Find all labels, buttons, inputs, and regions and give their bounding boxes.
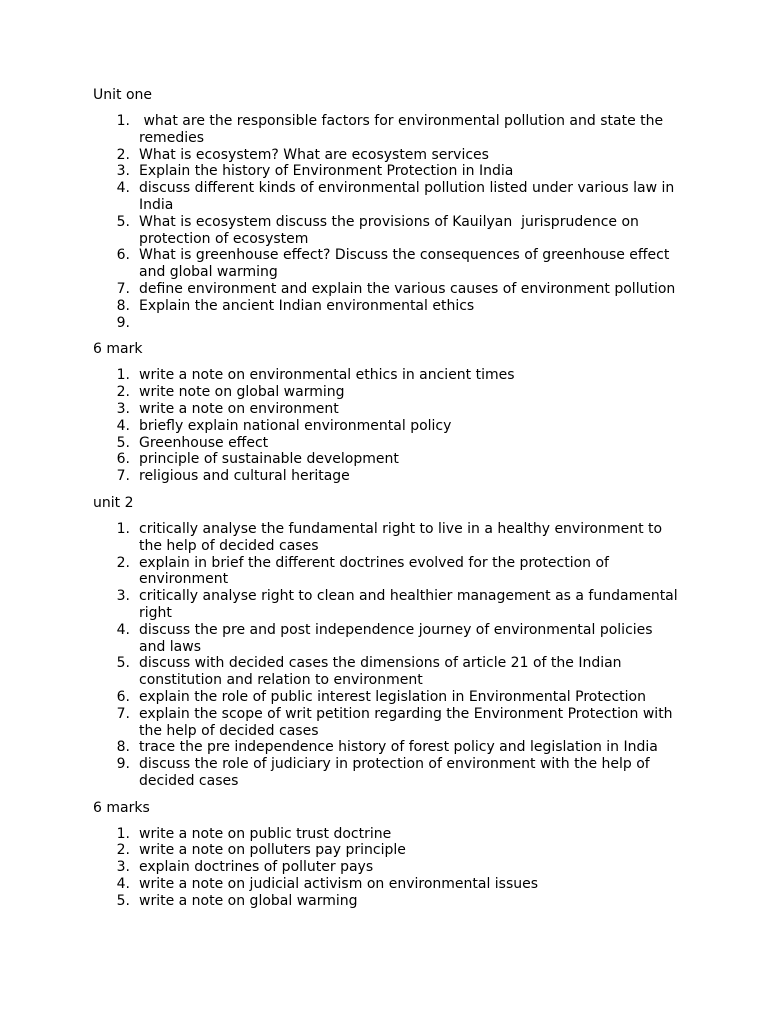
list-item <box>93 706 683 740</box>
item-text: what are the responsible factors for environmental pollution and state the remedies <box>139 113 668 146</box>
list-item <box>93 689 683 706</box>
item-text: Explain the history of Environment Protection in India <box>139 163 514 180</box>
list-item <box>93 826 683 843</box>
item-number: 6. <box>116 451 130 468</box>
question-list <box>93 826 683 910</box>
item-number: 2. <box>116 384 130 401</box>
item-number: 9. <box>116 756 130 773</box>
item-number: 6. <box>116 247 130 264</box>
item-number: 8. <box>116 297 130 314</box>
list-item <box>93 451 683 468</box>
item-number: 7. <box>116 705 130 722</box>
list-item <box>93 739 683 756</box>
item-text: briefly explain national environmental policy <box>139 417 452 434</box>
item-text: explain in brief the different doctrines evolved for the protection of environment <box>139 554 614 588</box>
section-heading: Unit one <box>93 87 153 103</box>
list-item <box>93 315 683 332</box>
question-list <box>93 367 683 485</box>
section-unit-2 <box>93 494 683 790</box>
item-text: religious and cultural heritage <box>139 468 350 485</box>
item-number: 2. <box>116 554 130 571</box>
list-item <box>93 401 683 418</box>
section-unit-one <box>93 86 683 331</box>
item-text: define environment and explain the various causes of environment pollution <box>139 280 676 297</box>
item-number: 1. <box>116 825 130 842</box>
list-item <box>93 468 683 485</box>
item-number: 3. <box>116 163 130 180</box>
list-item <box>93 876 683 893</box>
section-heading: 6 marks <box>93 799 150 816</box>
item-text: trace the pre independence history of forest policy and legislation in India <box>139 739 658 756</box>
item-text: principle of sustainable development <box>139 451 399 468</box>
section-6-mark <box>93 340 683 485</box>
item-text: What is ecosystem? What are ecosystem services <box>139 146 489 163</box>
item-text: write note on global warming <box>139 384 345 401</box>
item-text: critically analyse the fundamental right to live in a healthy environment to the help of decided cases <box>139 520 667 554</box>
item-number: 6. <box>116 688 130 705</box>
list-item <box>93 147 683 164</box>
item-number: 4. <box>116 180 130 197</box>
list-item <box>93 893 683 910</box>
question-list <box>93 113 683 331</box>
list-item <box>93 367 683 384</box>
item-number: 3. <box>116 588 130 605</box>
section-6-marks <box>93 799 683 910</box>
item-text: write a note on environmental ethics in ancient times <box>139 367 515 384</box>
item-number: 3. <box>116 859 130 876</box>
item-text: explain the role of public interest legislation in Environmental Protection <box>139 688 646 705</box>
item-text: write a note on public trust doctrine <box>139 825 392 842</box>
section-heading: 6 mark <box>93 341 143 358</box>
item-number: 5. <box>116 655 130 672</box>
item-number: 4. <box>116 417 130 434</box>
item-text: discuss different kinds of environmental pollution listed under various law in India <box>139 180 679 213</box>
item-text: discuss the role of judiciary in protection of environment with the help of decided cases <box>139 756 655 789</box>
item-text: critically analyse right to clean and healthier management as a fundamental right <box>139 588 683 621</box>
section-heading: unit 2 <box>93 494 134 511</box>
list-item <box>93 384 683 401</box>
item-number: 7. <box>116 280 130 297</box>
list-item <box>93 859 683 876</box>
item-number: 9. <box>116 314 130 331</box>
list-item <box>93 163 683 180</box>
list-item <box>93 655 683 689</box>
item-text: write a note on polluters pay principle <box>139 842 406 859</box>
list-item <box>93 247 683 281</box>
document-page <box>93 86 683 919</box>
list-item <box>93 418 683 435</box>
list-item <box>93 113 683 147</box>
question-list <box>93 521 683 790</box>
list-item <box>93 214 683 248</box>
list-item <box>93 180 683 214</box>
item-text: write a note on environment <box>139 400 339 417</box>
item-text: explain doctrines of polluter pays <box>139 859 374 876</box>
item-text: What is greenhouse effect? Discuss the consequences of greenhouse effect and global warming <box>139 247 674 281</box>
list-item <box>93 756 683 790</box>
item-number: 5. <box>116 434 130 451</box>
list-item <box>93 298 683 315</box>
list-item <box>93 281 683 298</box>
item-text: write a note on judicial activism on environmental issues <box>139 876 539 893</box>
item-text: discuss the pre and post independence journey of environmental policies and laws <box>139 621 658 655</box>
item-number: 8. <box>116 739 130 756</box>
item-number: 2. <box>116 146 130 163</box>
list-item <box>93 622 683 656</box>
item-number: 4. <box>116 876 130 893</box>
item-number: 1. <box>116 113 130 129</box>
item-text: write a note on global warming <box>139 892 358 909</box>
item-text: discuss with decided cases the dimensions of article 21 of the Indian constitution and relation to environment <box>139 655 627 689</box>
list-item <box>93 555 683 589</box>
list-item <box>93 588 683 622</box>
item-number: 3. <box>116 400 130 417</box>
item-number: 1. <box>116 520 130 537</box>
item-number: 5. <box>116 892 130 909</box>
list-item <box>93 521 683 555</box>
list-item <box>93 842 683 859</box>
item-number: 7. <box>116 468 130 485</box>
list-item <box>93 435 683 452</box>
item-text: explain the scope of writ petition regarding the Environment Protection with the help of decided cases <box>139 705 678 739</box>
item-number: 5. <box>116 213 130 230</box>
item-text: Explain the ancient Indian environmental ethics <box>139 297 475 314</box>
item-number: 4. <box>116 621 130 638</box>
item-text: What is ecosystem discuss the provisions of Kauilyan jurisprudence on protection of ecosystem <box>139 213 644 247</box>
item-number: 1. <box>116 367 130 384</box>
item-number: 2. <box>116 842 130 859</box>
item-text: Greenhouse effect <box>139 434 269 451</box>
